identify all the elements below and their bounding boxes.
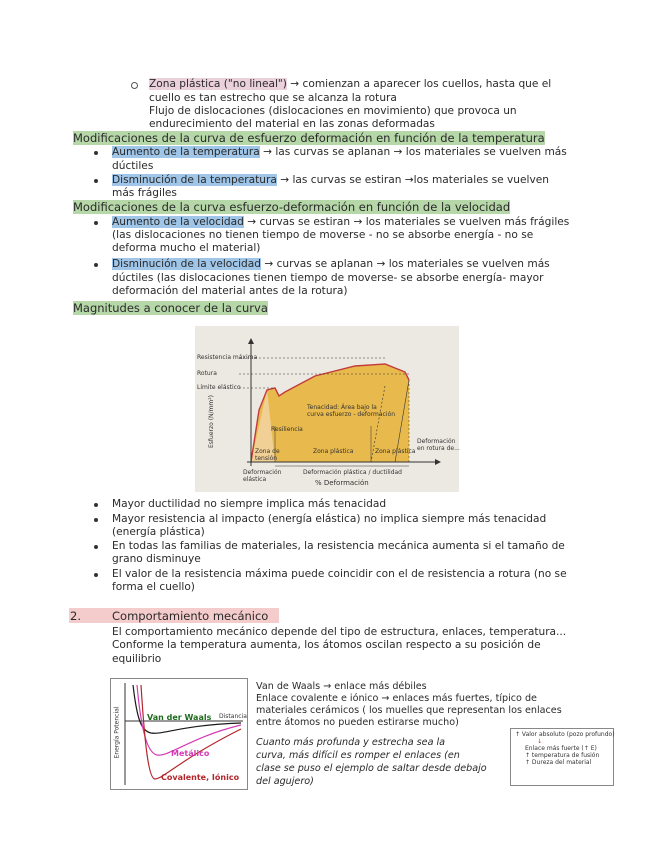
section2-title: Comportamiento mecánico — [112, 609, 269, 623]
curve-covalent — [141, 685, 241, 779]
section2-number: 2. — [70, 609, 81, 623]
speed-item-2-label: Disminución de la velocidad — [112, 258, 261, 270]
y-mark-rotura: Rotura — [197, 370, 217, 377]
bond-text-2: Enlace covalente e iónico → enlaces más fuertes, típico de — [256, 693, 537, 704]
speed-item-1 — [112, 215, 569, 229]
bond-x-axis-label: Distancia — [219, 713, 247, 720]
note-2-line1: Mayor resistencia al impacto (energía elástica) no implica siempre más tenacidad — [112, 513, 547, 525]
y-arrow — [248, 338, 254, 344]
plastic-zone-rest: → comienzan a aparecer los cuellos, hasta que el — [286, 78, 552, 90]
note-3-line2: grano disminuye — [112, 553, 201, 565]
speed-item-2-cont2: deformación del material antes de la rotura) — [112, 285, 348, 297]
temp-item-2 — [112, 173, 549, 187]
temp-heading — [73, 131, 545, 145]
bond-italic-4: del agujero) — [256, 776, 314, 787]
bond-label-vdw: Van der Waals — [147, 713, 212, 722]
bullet — [94, 151, 98, 155]
speed-item-2-rest: → curvas se aplanan → los materiales se vuelven más — [260, 258, 550, 270]
temp-item-1-label: Aumento de la temperatura — [112, 146, 260, 158]
note-1-line1: Mayor ductilidad no siempre implica más tenacidad — [112, 498, 387, 510]
bullet — [94, 221, 98, 225]
speed-item-1-label: Aumento de la velocidad — [112, 216, 244, 228]
plastic-zone-line1 — [149, 77, 551, 91]
sub-bullet — [131, 82, 138, 89]
temp-item-2-cont: más frágiles — [112, 187, 177, 199]
temp-heading-text: Modificaciones de la curva de esfuerzo deformación en función de la temperatura — [73, 131, 545, 145]
mini-line-5: ↑ Dureza del material — [525, 759, 592, 766]
bullet — [94, 503, 98, 507]
bond-italic-1: Cuanto más profunda y estrecha sea la — [256, 737, 446, 748]
speed-item-2-cont1: dúctiles (las dislocaciones tienen tiempo de moverse- se absorbe energía- mayor — [112, 272, 544, 284]
y-mark-max: Resistencia máxima — [197, 354, 258, 361]
plastic-def-label: Deformación plástica / ductilidad — [303, 469, 402, 476]
plastic-zone-line3: Flujo de dislocaciones (dislocaciones en movimiento) que provoca un — [149, 105, 517, 117]
bond-y-axis-label: Energía Potencial — [113, 706, 121, 759]
speed-item-2 — [112, 257, 550, 271]
bullet — [94, 263, 98, 267]
note-3-line1: En todas las familias de materiales, la resistencia mecánica aumenta si el tamaño de — [112, 540, 565, 552]
magnitudes-heading-text: Magnitudes a conocer de la curva — [73, 301, 268, 315]
x-axis-label: % Deformación — [315, 479, 369, 487]
note-2-line2: (energía plástica) — [112, 526, 205, 538]
note-4-line1: El valor de la resistencia máxima puede coincidir con el de resistencia a rotura (no se — [112, 568, 567, 580]
speed-item-1-cont1: (las dislocaciones no tienen tiempo de moverse - no se absorbe energía - no se — [112, 229, 534, 241]
mini-line-1: ↑ Valor absoluto (pozo profundo) — [515, 731, 615, 738]
section2-line3: equilibrio — [112, 653, 162, 665]
temp-item-1-rest: → las curvas se aplanan → los materiales se vuelven más — [259, 146, 567, 158]
bond-italic-3: clase se puso el ejemplo de saltar desde debajo — [256, 763, 487, 774]
toughness-label: Tenacidad: Área bajo la curva esfuerzo - deformación — [307, 404, 395, 418]
plastic-zone-line4: endurecimiento del material en las zonas deformadas — [149, 118, 435, 130]
bond-text-4: entre átomos no pueden estirarse mucho) — [256, 717, 459, 728]
mini-summary-box — [510, 728, 614, 786]
plastic-zone-line2: cuello es tan estrecho que se alcanza la rotura — [149, 92, 397, 104]
temp-item-1 — [112, 145, 567, 159]
stress-strain-figure — [195, 326, 459, 492]
bond-text-3: materiales cerámicos ( los muelles que representan los enlaces — [256, 705, 562, 716]
zone-label-2: Zona plástica — [313, 448, 354, 455]
zone-label-3: Zona plástica — [375, 448, 416, 455]
magnitudes-heading — [73, 301, 268, 315]
y-axis-label: Esfuerzo (N/mm²) — [208, 394, 216, 449]
note-4-line2: forma el cuello) — [112, 581, 195, 593]
x-arrow — [435, 459, 441, 465]
mini-line-2: ↓ — [537, 738, 543, 745]
resilience-label: Resiliencia — [271, 426, 303, 433]
speed-item-1-rest: → curvas se estiran → los materiales se vuelven más frágiles — [243, 216, 570, 228]
plastic-zone-label: Zona plástica ("no lineal") — [149, 78, 287, 90]
elastic-def-label: Deformación elástica — [243, 469, 282, 483]
bond-energy-figure — [110, 678, 248, 790]
section2-line1: El comportamiento mecánico depende del tipo de estructura, enlaces, temperatura... — [112, 626, 567, 638]
bullet — [94, 179, 98, 183]
temp-item-2-label: Disminución de la temperatura — [112, 174, 277, 186]
temp-item-2-rest: → las curvas se estiran →los materiales se vuelven — [276, 174, 549, 186]
bond-label-metallic: Metálico — [171, 749, 210, 758]
y-mark-limit: Límite elástico — [197, 384, 241, 391]
temp-item-1-cont: dúctiles — [112, 160, 154, 172]
speed-item-1-cont2: deforma mucho el material) — [112, 242, 261, 254]
bond-italic-2: curva, más difícil es romper el enlaces (en — [256, 750, 460, 761]
section2-line2: Conforme la temperatura aumenta, los átomos oscilan respecto a su posición de — [112, 639, 541, 651]
bond-text-1: Van de Waals → enlace más débiles — [256, 681, 427, 692]
bullet — [94, 545, 98, 549]
speed-heading-text: Modificaciones de la curva esfuerzo-deformación en función de la velocidad — [73, 200, 511, 214]
bond-label-covalent: Covalente, Iónico — [161, 773, 240, 782]
bullet — [94, 573, 98, 577]
curve-vdw — [133, 685, 241, 733]
speed-heading — [73, 200, 510, 214]
zone-label-1: Zona de tensión — [255, 448, 280, 462]
bullet — [94, 518, 98, 522]
fracture-def-label: Deformación en rotura de... — [417, 438, 460, 452]
mini-line-3: Enlace más fuerte (↑ E) — [525, 745, 597, 752]
mini-line-4: ↑ temperatura de fusión — [525, 752, 600, 759]
